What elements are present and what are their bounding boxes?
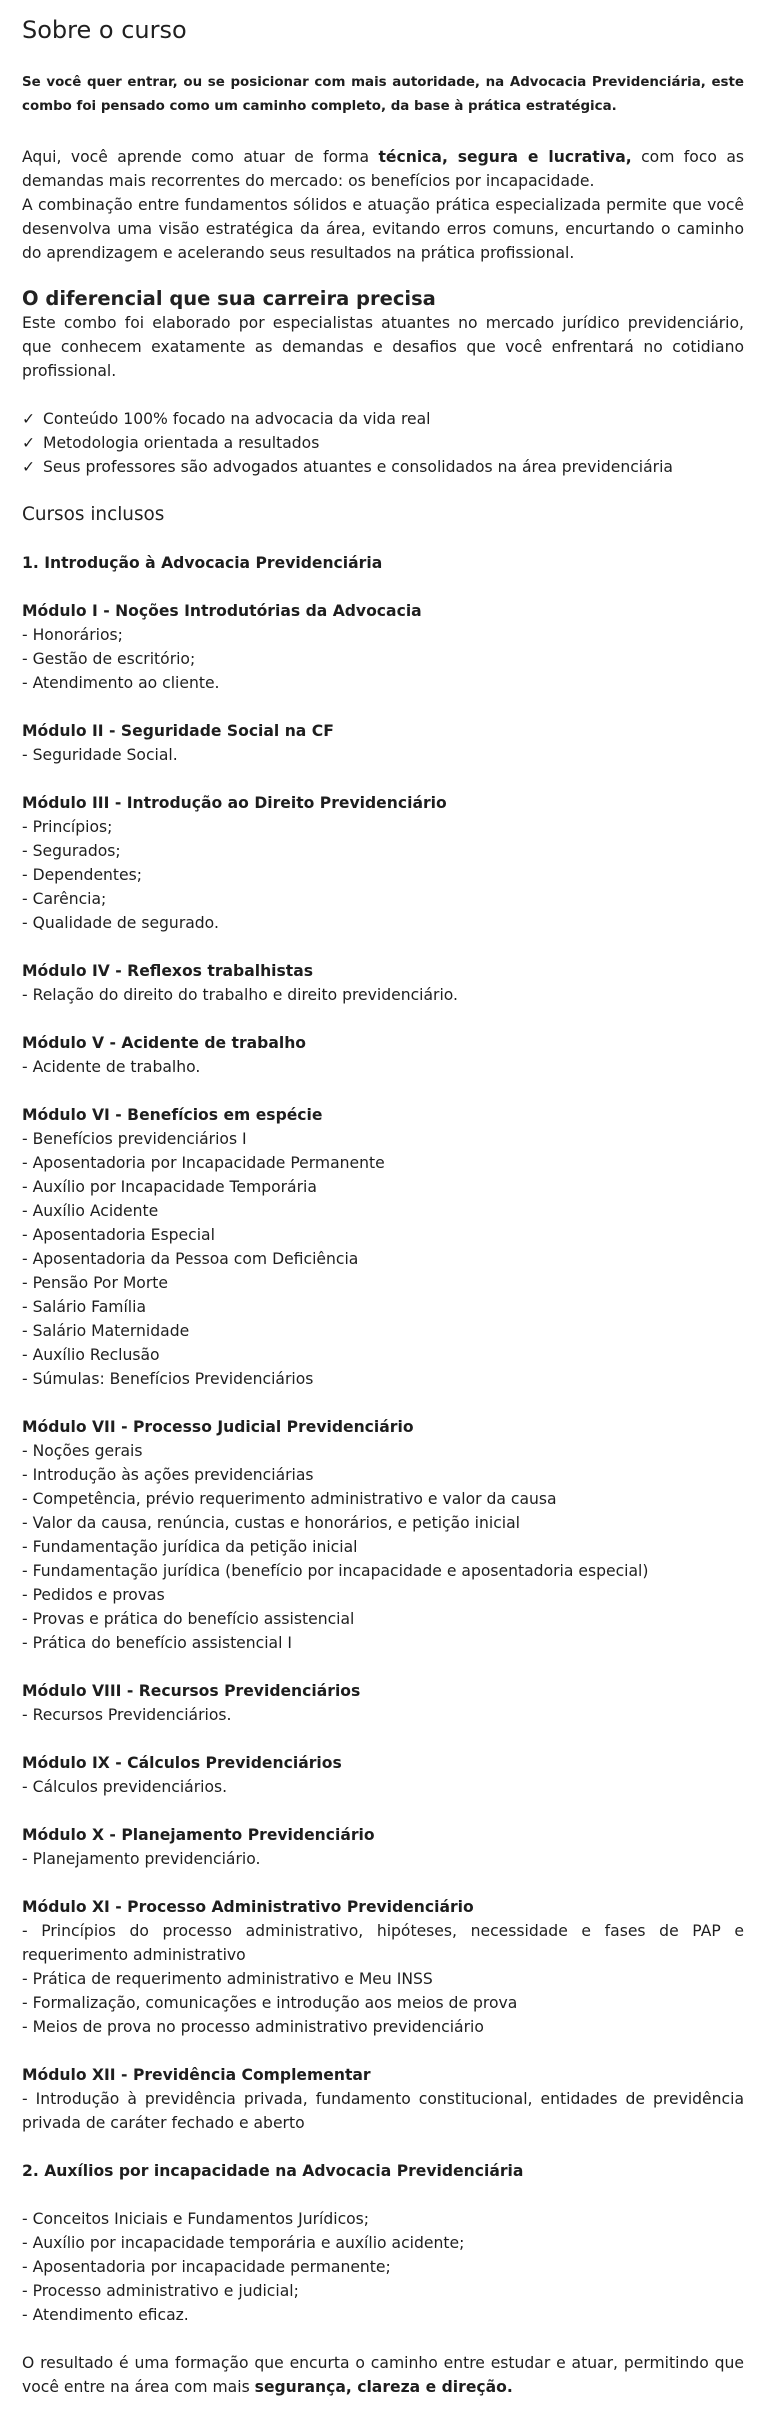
course-2-item: - Atendimento eficaz. xyxy=(22,2306,189,2324)
module-item: - Benefícios previdenciários I xyxy=(22,1130,247,1148)
module-item: - Introdução à previdência privada, fundamento constitucional, entidades de previdência privada de caráter fechado e aberto xyxy=(22,2090,744,2132)
closing-paragraph xyxy=(22,2351,744,2399)
module-item: - Seguridade Social. xyxy=(22,746,178,764)
module-item: - Prática de requerimento administrativo e Meu INSS xyxy=(22,1970,433,1988)
intro-paragraph-1 xyxy=(22,145,744,193)
course-2-item: - Conceitos Iniciais e Fundamentos Jurídicos; xyxy=(22,2210,370,2228)
module-item: - Planejamento previdenciário. xyxy=(22,1850,261,1868)
module-title: Módulo VI - Benefícios em espécie xyxy=(22,1106,323,1124)
module-item: - Formalização, comunicações e introdução aos meios de prova xyxy=(22,1994,518,2012)
module-item: - Atendimento ao cliente. xyxy=(22,674,220,692)
check-item xyxy=(22,407,744,431)
module-title: Módulo III - Introdução ao Direito Previdenciário xyxy=(22,794,447,812)
module-item: - Competência, prévio requerimento administrativo e valor da causa xyxy=(22,1490,557,1508)
intro-text-end: com foco as demandas mais recorrentes do mercado: os benefícios por incapacidade. xyxy=(22,148,745,190)
module-item: - Princípios; xyxy=(22,818,113,836)
module-title: Módulo XII - Previdência Complementar xyxy=(22,2066,371,2084)
lead-paragraph: Se você quer entrar, ou se posicionar com mais autoridade, na Advocacia Previdenciária, este combo foi pensado como um caminho completo, da base à prática estratégica. xyxy=(22,75,744,114)
module-item: - Acidente de trabalho. xyxy=(22,1058,201,1076)
course-1-title: 1. Introdução à Advocacia Previdenciária xyxy=(22,554,383,572)
module-item: - Noções gerais xyxy=(22,1442,143,1460)
module-item: - Gestão de escritório; xyxy=(22,650,196,668)
module-item: - Aposentadoria Especial xyxy=(22,1226,215,1244)
module-item: - Cálculos previdenciários. xyxy=(22,1778,228,1796)
module-item: - Qualidade de segurado. xyxy=(22,914,219,932)
module-item: - Provas e prática do benefício assistencial xyxy=(22,1610,355,1628)
courses-heading: Cursos inclusos xyxy=(22,504,165,525)
module-title: Módulo VIII - Recursos Previdenciários xyxy=(22,1682,361,1700)
module-title: Módulo XI - Processo Administrativo Previdenciário xyxy=(22,1898,474,1916)
module-item: - Auxílio Reclusão xyxy=(22,1346,160,1364)
module-item: - Aposentadoria da Pessoa com Deficiência xyxy=(22,1250,359,1268)
module-item: - Honorários; xyxy=(22,626,123,644)
course-2-item: - Processo administrativo e judicial; xyxy=(22,2282,299,2300)
module-title: Módulo VII - Processo Judicial Previdenciário xyxy=(22,1418,414,1436)
module-title: Módulo V - Acidente de trabalho xyxy=(22,1034,307,1052)
module-title: Módulo I - Noções Introdutórias da Advocacia xyxy=(22,602,422,620)
closing-text: O resultado é uma formação que encurta o caminho entre estudar e atuar, permitindo que você entre na área com mais xyxy=(22,2354,744,2396)
module-item: - Segurados; xyxy=(22,842,121,860)
module-title: Módulo X - Planejamento Previdenciário xyxy=(22,1826,375,1844)
module-item: - Auxílio Acidente xyxy=(22,1202,159,1220)
module-item: - Fundamentação jurídica da petição inicial xyxy=(22,1538,358,1556)
module-title: Módulo IV - Reflexos trabalhistas xyxy=(22,962,314,980)
module-item: - Salário Maternidade xyxy=(22,1322,190,1340)
check-icon: ✓ xyxy=(22,458,36,476)
check-icon: ✓ xyxy=(22,410,36,428)
module-item: - Aposentadoria por Incapacidade Permanente xyxy=(22,1154,385,1172)
module-item: - Relação do direito do trabalho e direito previdenciário. xyxy=(22,986,459,1004)
module-title: Módulo IX - Cálculos Previdenciários xyxy=(22,1754,342,1772)
module-item: - Carência; xyxy=(22,890,107,908)
module-item: - Fundamentação jurídica (benefício por incapacidade e aposentadoria especial) xyxy=(22,1562,649,1580)
module-item: - Auxílio por Incapacidade Temporária xyxy=(22,1178,317,1196)
module-item: - Dependentes; xyxy=(22,866,143,884)
module-item: - Pensão Por Morte xyxy=(22,1274,168,1292)
section-title: Sobre o curso xyxy=(22,16,187,44)
closing-emphasis: segurança, clareza e direção. xyxy=(254,2378,513,2396)
diferencial-text: Este combo foi elaborado por especialistas atuantes no mercado jurídico previdenciário, que conhecem exatamente as demandas e desafios que você enfrentará no cotidiano profissional. xyxy=(22,314,744,380)
module-item: - Introdução às ações previdenciárias xyxy=(22,1466,314,1484)
module-item: - Princípios do processo administrativo, hipóteses, necessidade e fases de PAP e requerimento administrativo xyxy=(22,1922,744,1964)
check-item xyxy=(22,455,744,479)
course-2-item: - Auxílio por incapacidade temporária e auxílio acidente; xyxy=(22,2234,465,2252)
module-item: - Prática do benefício assistencial I xyxy=(22,1634,293,1652)
course-2-item: - Aposentadoria por incapacidade permanente; xyxy=(22,2258,391,2276)
module-item: - Meios de prova no processo administrativo previdenciário xyxy=(22,2018,484,2036)
check-icon: ✓ xyxy=(22,434,36,452)
check-item-label: Metodologia orientada a resultados xyxy=(43,434,320,452)
check-item-label: Conteúdo 100% focado na advocacia da vida real xyxy=(43,410,431,428)
course-2-title: 2. Auxílios por incapacidade na Advocacia Previdenciária xyxy=(22,2162,524,2180)
module-item: - Recursos Previdenciários. xyxy=(22,1706,232,1724)
diferencial-heading: O diferencial que sua carreira precisa xyxy=(22,287,436,310)
module-item: - Valor da causa, renúncia, custas e honorários, e petição inicial xyxy=(22,1514,521,1532)
check-item-label: Seus professores são advogados atuantes e consolidados na área previdenciária xyxy=(43,458,673,476)
intro-emphasis: técnica, segura e lucrativa, xyxy=(378,148,632,166)
module-title: Módulo II - Seguridade Social na CF xyxy=(22,722,334,740)
module-item: - Salário Família xyxy=(22,1298,147,1316)
module-item: - Pedidos e provas xyxy=(22,1586,165,1604)
intro-text-start: Aqui, você aprende como atuar de forma xyxy=(22,148,379,166)
check-item xyxy=(22,431,744,455)
intro-paragraph-2: A combinação entre fundamentos sólidos e atuação prática especializada permite que você desenvolva uma visão estratégica da área, evitando erros comuns, encurtando o caminho do aprendizagem e acelerando seus resultados na prática profissional. xyxy=(22,196,744,262)
module-item: - Súmulas: Benefícios Previdenciários xyxy=(22,1370,314,1388)
